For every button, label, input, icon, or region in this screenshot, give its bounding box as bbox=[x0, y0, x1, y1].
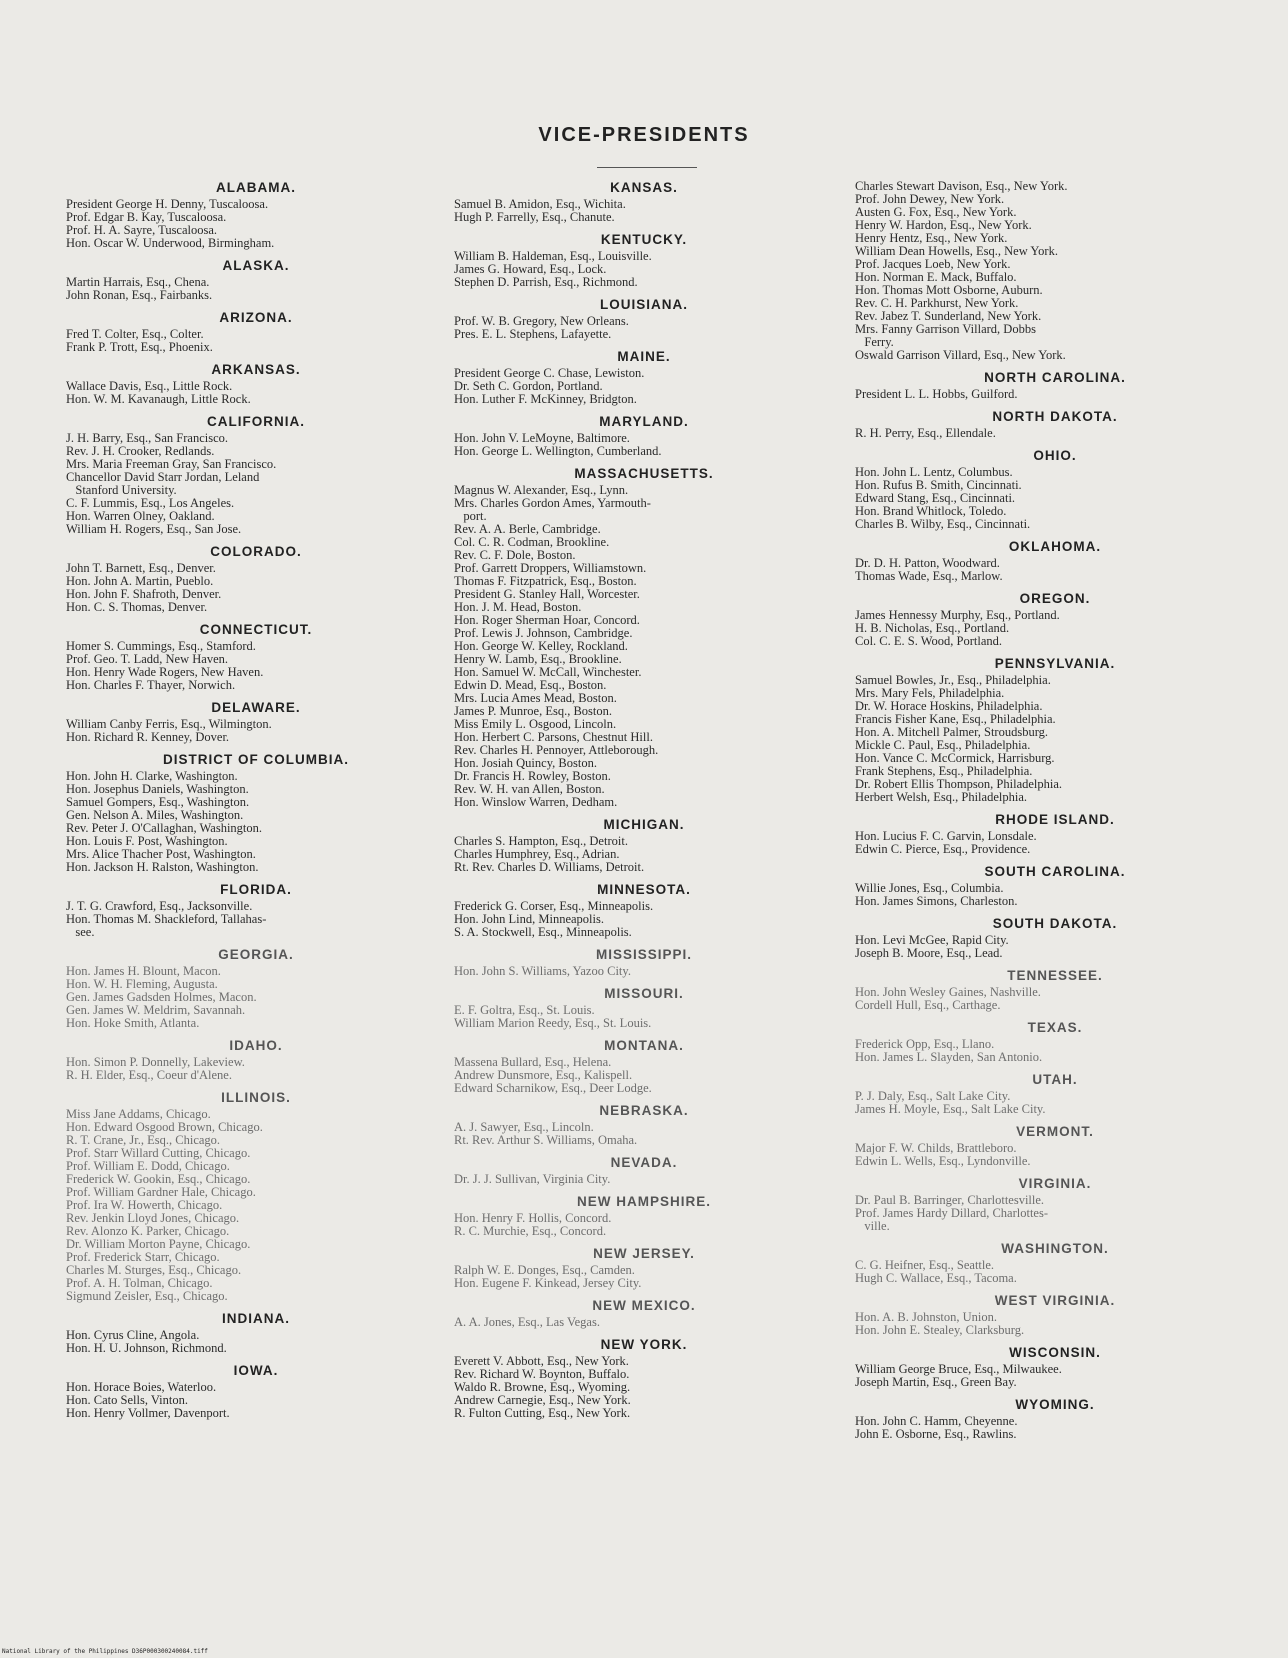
vice-president-entry: Hon. John S. Williams, Yazoo City. bbox=[454, 964, 631, 978]
vice-president-entry: John Ronan, Esq., Fairbanks. bbox=[66, 288, 213, 302]
vice-president-entry: Dr. Robert Ellis Thompson, Philadelphia. bbox=[855, 777, 1063, 791]
title-rule bbox=[597, 167, 697, 168]
vice-president-entry: R. C. Murchie, Esq., Concord. bbox=[454, 1224, 607, 1238]
vice-president-entry: Hon. Winslow Warren, Dedham. bbox=[454, 795, 618, 809]
vice-president-entry: A. J. Sawyer, Esq., Lincoln. bbox=[454, 1120, 594, 1134]
state-section bbox=[855, 409, 1255, 440]
vice-president-entry: Hon. Levi McGee, Rapid City. bbox=[855, 933, 1009, 947]
vice-president-entry: Prof. A. H. Tolman, Chicago. bbox=[66, 1276, 213, 1290]
vice-president-entry: Rev. C. F. Dole, Boston. bbox=[454, 548, 576, 562]
vice-president-entry: Mickle C. Paul, Esq., Philadelphia. bbox=[855, 738, 1031, 752]
state-section bbox=[454, 882, 834, 939]
state-heading: NORTH DAKOTA. bbox=[992, 409, 1118, 424]
vice-president-entry: Prof. James Hardy Dillard, Charlottes- bbox=[855, 1206, 1049, 1220]
vice-president-entry: Hon. George W. Kelley, Rockland. bbox=[454, 639, 628, 653]
vice-president-entry: Rev. Alonzo K. Parker, Chicago. bbox=[66, 1224, 230, 1238]
vice-president-entry: Dr. D. H. Patton, Woodward. bbox=[855, 556, 1000, 570]
state-heading: MARYLAND. bbox=[599, 414, 689, 429]
vice-president-entry: Mrs. Lucia Ames Mead, Boston. bbox=[454, 691, 617, 705]
vice-president-entry: Dr. W. Horace Hoskins, Philadelphia. bbox=[855, 699, 1043, 713]
vice-president-entry: Henry Hentz, Esq., New York. bbox=[855, 231, 1008, 245]
vice-president-entry: Hon. John Wesley Gaines, Nashville. bbox=[855, 985, 1041, 999]
state-heading: NEW HAMPSHIRE. bbox=[576, 1194, 711, 1209]
state-section bbox=[66, 180, 446, 250]
vice-president-entry: James H. Moyle, Esq., Salt Lake City. bbox=[855, 1102, 1046, 1116]
vice-president-entry: Mrs. Fanny Garrison Villard, Dobbs bbox=[855, 322, 1036, 336]
state-heading: OKLAHOMA. bbox=[1008, 539, 1102, 554]
vice-president-entry: President G. Stanley Hall, Worcester. bbox=[454, 587, 640, 601]
state-section bbox=[855, 591, 1255, 648]
state-section bbox=[66, 258, 446, 302]
vice-president-entry: Edwin D. Mead, Esq., Boston. bbox=[454, 678, 607, 692]
vice-president-entry: Dr. William Morton Payne, Chicago. bbox=[66, 1237, 251, 1251]
state-heading: KENTUCKY. bbox=[600, 232, 688, 247]
vice-president-entry: Hon. Henry Vollmer, Davenport. bbox=[66, 1406, 230, 1420]
vice-president-entry: Prof. William E. Dodd, Chicago. bbox=[66, 1159, 230, 1173]
vice-president-entry: James P. Munroe, Esq., Boston. bbox=[454, 704, 612, 718]
vice-president-entry: Edward Stang, Esq., Cincinnati. bbox=[855, 491, 1016, 505]
vice-president-entry: James Hennessy Murphy, Esq., Portland. bbox=[855, 608, 1060, 622]
state-heading: ALABAMA. bbox=[216, 180, 296, 195]
vice-president-entry: R. Fulton Cutting, Esq., New York. bbox=[454, 1406, 631, 1420]
vice-president-entry: Samuel B. Amidon, Esq., Wichita. bbox=[454, 197, 626, 211]
vice-president-entry: S. A. Stockwell, Esq., Minneapolis. bbox=[454, 925, 632, 939]
vice-president-entry: see. bbox=[66, 925, 95, 939]
vice-president-entry: Hon. W. H. Fleming, Augusta. bbox=[66, 977, 218, 991]
state-heading: SOUTH DAKOTA. bbox=[992, 916, 1118, 931]
vice-president-entry: Rev. A. A. Berle, Cambridge. bbox=[454, 522, 601, 536]
vice-president-entry: Prof. Lewis J. Johnson, Cambridge. bbox=[454, 626, 633, 640]
vice-president-entry: Hon. John C. Hamm, Cheyenne. bbox=[855, 1414, 1018, 1428]
state-section bbox=[66, 414, 446, 536]
vice-president-entry: Hon. Oscar W. Underwood, Birmingham. bbox=[66, 236, 275, 250]
vice-president-entry: Col. C. E. S. Wood, Portland. bbox=[855, 634, 1003, 648]
vice-president-entry: Stanford University. bbox=[66, 483, 177, 497]
state-heading: INDIANA. bbox=[222, 1311, 290, 1326]
vice-president-entry: Magnus W. Alexander, Esq., Lynn. bbox=[454, 483, 629, 497]
vice-president-entry: R. T. Crane, Jr., Esq., Chicago. bbox=[66, 1133, 221, 1147]
state-section bbox=[454, 817, 834, 874]
state-section bbox=[66, 362, 446, 406]
state-section bbox=[855, 1020, 1255, 1064]
state-heading: IDAHO. bbox=[229, 1038, 283, 1053]
vice-president-entry: Hon. Henry F. Hollis, Concord. bbox=[454, 1211, 612, 1225]
state-heading: UTAH. bbox=[1032, 1072, 1078, 1087]
vice-president-entry: Rev. Jabez T. Sunderland, New York. bbox=[855, 309, 1042, 323]
vice-president-entry: Hon. Samuel W. McCall, Winchester. bbox=[454, 665, 642, 679]
state-section bbox=[855, 1072, 1255, 1116]
state-section bbox=[855, 1176, 1255, 1233]
vice-president-entry: William Dean Howells, Esq., New York. bbox=[855, 244, 1058, 258]
vice-president-entry: Rt. Rev. Arthur S. Williams, Omaha. bbox=[454, 1133, 638, 1147]
vice-president-entry: William George Bruce, Esq., Milwaukee. bbox=[855, 1362, 1062, 1376]
vice-president-entry: Hon. A. Mitchell Palmer, Stroudsburg. bbox=[855, 725, 1049, 739]
vice-president-entry: Andrew Dunsmore, Esq., Kalispell. bbox=[454, 1068, 633, 1082]
vice-president-entry: Willie Jones, Esq., Columbia. bbox=[855, 881, 1004, 895]
vice-president-entry: Hon. George L. Wellington, Cumberland. bbox=[454, 444, 662, 458]
vice-president-entry: President George C. Chase, Lewiston. bbox=[454, 366, 645, 380]
vice-president-entry: Hon. Charles F. Thayer, Norwich. bbox=[66, 678, 236, 692]
state-section bbox=[855, 656, 1255, 804]
column-2 bbox=[454, 180, 834, 1428]
vice-president-entry: Samuel Bowles, Jr., Esq., Philadelphia. bbox=[855, 673, 1051, 687]
state-heading: MONTANA. bbox=[604, 1038, 684, 1053]
vice-president-entry: Edwin C. Pierce, Esq., Providence. bbox=[855, 842, 1031, 856]
state-heading: LOUISIANA. bbox=[599, 297, 688, 312]
vice-president-entry: Hon. John E. Stealey, Clarksburg. bbox=[855, 1323, 1025, 1337]
vice-president-entry: R. H. Perry, Esq., Ellendale. bbox=[855, 426, 996, 440]
vice-president-entry: Hon. J. M. Head, Boston. bbox=[454, 600, 582, 614]
state-heading: DELAWARE. bbox=[211, 700, 301, 715]
vice-president-entry: C. F. Lummis, Esq., Los Angeles. bbox=[66, 496, 235, 510]
vice-president-entry: Hon. C. S. Thomas, Denver. bbox=[66, 600, 208, 614]
vice-president-entry: Prof. Frederick Starr, Chicago. bbox=[66, 1250, 220, 1264]
vice-president-entry: Austen G. Fox, Esq., New York. bbox=[855, 205, 1017, 219]
vice-president-entry: Hon. John A. Martin, Pueblo. bbox=[66, 574, 214, 588]
vice-president-entry: Hugh C. Wallace, Esq., Tacoma. bbox=[855, 1271, 1017, 1285]
state-heading: COLORADO. bbox=[210, 544, 302, 559]
state-heading: PENNSYLVANIA. bbox=[994, 656, 1116, 671]
vice-president-entry: Dr. Seth C. Gordon, Portland. bbox=[454, 379, 603, 393]
vice-president-entry: Gen. Nelson A. Miles, Washington. bbox=[66, 808, 244, 822]
state-section bbox=[66, 310, 446, 354]
vice-president-entry: Hon. Cyrus Cline, Angola. bbox=[66, 1328, 200, 1342]
state-section bbox=[66, 1038, 446, 1082]
vice-president-entry: Rev. Richard W. Boynton, Buffalo. bbox=[454, 1367, 630, 1381]
vice-president-entry: Hon. John V. LeMoyne, Baltimore. bbox=[454, 431, 630, 445]
vice-president-entry: Major F. W. Childs, Brattleboro. bbox=[855, 1141, 1017, 1155]
vice-president-entry: Hon. Richard R. Kenney, Dover. bbox=[66, 730, 230, 744]
vice-president-entry: P. J. Daly, Esq., Salt Lake City. bbox=[855, 1089, 1011, 1103]
vice-president-entry: Everett V. Abbott, Esq., New York. bbox=[454, 1354, 629, 1368]
vice-president-entry: Prof. H. A. Sayre, Tuscaloosa. bbox=[66, 223, 218, 237]
state-heading: MASSACHUSETTS. bbox=[574, 466, 714, 481]
vice-president-entry: Fred T. Colter, Esq., Colter. bbox=[66, 327, 204, 341]
vice-president-entry: Sigmund Zeisler, Esq., Chicago. bbox=[66, 1289, 228, 1303]
vice-president-entry: Francis Fisher Kane, Esq., Philadelphia. bbox=[855, 712, 1056, 726]
vice-president-entry: Hon. Josiah Quincy, Boston. bbox=[454, 756, 597, 770]
state-heading: GEORGIA. bbox=[218, 947, 294, 962]
vice-president-entry: ville. bbox=[855, 1219, 890, 1233]
state-section bbox=[454, 466, 834, 809]
state-section bbox=[66, 882, 446, 939]
vice-president-entry: Edward Scharnikow, Esq., Deer Lodge. bbox=[454, 1081, 652, 1095]
state-heading: RHODE ISLAND. bbox=[995, 812, 1115, 827]
state-section bbox=[454, 232, 834, 289]
vice-president-entry: Rev. Peter J. O'Callaghan, Washington. bbox=[66, 821, 263, 835]
state-heading: NEW JERSEY. bbox=[593, 1246, 695, 1261]
vice-president-entry: Hon. Lucius F. C. Garvin, Lonsdale. bbox=[855, 829, 1037, 843]
vice-president-entry: Prof. William Gardner Hale, Chicago. bbox=[66, 1185, 256, 1199]
vice-president-entry: Rev. Jenkin Lloyd Jones, Chicago. bbox=[66, 1211, 240, 1225]
vice-president-entry: Ralph W. E. Donges, Esq., Camden. bbox=[454, 1263, 635, 1277]
vice-president-entry: H. B. Nicholas, Esq., Portland. bbox=[855, 621, 1010, 635]
vice-president-entry: Hugh P. Farrelly, Esq., Chanute. bbox=[454, 210, 615, 224]
vice-president-entry: Oswald Garrison Villard, Esq., New York. bbox=[855, 348, 1066, 362]
state-heading: VIRGINIA. bbox=[1018, 1176, 1092, 1191]
scan-footer: National Library of the Philippines D36P000300240084.tiff bbox=[2, 1648, 208, 1655]
vice-president-entry: Mrs. Charles Gordon Ames, Yarmouth- bbox=[454, 496, 651, 510]
state-section bbox=[66, 622, 446, 692]
state-heading: SOUTH CAROLINA. bbox=[984, 864, 1126, 879]
vice-president-entry: Charles M. Sturges, Esq., Chicago. bbox=[66, 1263, 242, 1277]
state-heading: OREGON. bbox=[1019, 591, 1091, 606]
vice-president-entry: James G. Howard, Esq., Lock. bbox=[454, 262, 607, 276]
state-section bbox=[66, 752, 446, 874]
state-section bbox=[66, 544, 446, 614]
vice-president-entry: Henry W. Hardon, Esq., New York. bbox=[855, 218, 1032, 232]
state-section bbox=[66, 947, 446, 1030]
column-1 bbox=[66, 180, 446, 1428]
vice-president-entry: Miss Jane Addams, Chicago. bbox=[66, 1107, 211, 1121]
state-section bbox=[855, 916, 1255, 960]
vice-president-entry: C. G. Heifner, Esq., Seattle. bbox=[855, 1258, 995, 1272]
state-section bbox=[855, 864, 1255, 908]
state-heading: FLORIDA. bbox=[220, 882, 292, 897]
vice-president-entry: Joseph Martin, Esq., Green Bay. bbox=[855, 1375, 1017, 1389]
vice-president-entry: Hon. John H. Clarke, Washington. bbox=[66, 769, 238, 783]
vice-president-entry: Martin Harrais, Esq., Chena. bbox=[66, 275, 210, 289]
vice-president-entry: Hon. Louis F. Post, Washington. bbox=[66, 834, 228, 848]
vice-president-entry: Hon. James Simons, Charleston. bbox=[855, 894, 1018, 908]
state-section bbox=[454, 1155, 834, 1186]
vice-president-entry: Prof. Starr Willard Cutting, Chicago. bbox=[66, 1146, 251, 1160]
state-heading: ALASKA. bbox=[222, 258, 290, 273]
vice-president-entry: Hon. James H. Blount, Macon. bbox=[66, 964, 221, 978]
vice-president-entry: Herbert Welsh, Esq., Philadelphia. bbox=[855, 790, 1027, 804]
vice-president-entry: Hon. Roger Sherman Hoar, Concord. bbox=[454, 613, 640, 627]
state-heading: MAINE. bbox=[617, 349, 671, 364]
vice-president-entry: Hon. Warren Olney, Oakland. bbox=[66, 509, 215, 523]
state-heading: TEXAS. bbox=[1027, 1020, 1083, 1035]
vice-president-entry: Charles Humphrey, Esq., Adrian. bbox=[454, 847, 620, 861]
vice-president-entry: Frank P. Trott, Esq., Phoenix. bbox=[66, 340, 213, 354]
state-heading: ARKANSAS. bbox=[211, 362, 301, 377]
vice-president-entry: Samuel Gompers, Esq., Washington. bbox=[66, 795, 250, 809]
state-section bbox=[855, 812, 1255, 856]
vice-president-entry: Frederick W. Gookin, Esq., Chicago. bbox=[66, 1172, 251, 1186]
vice-president-entry: Rev. J. H. Crooker, Redlands. bbox=[66, 444, 215, 458]
vice-president-entry: Hon. Horace Boies, Waterloo. bbox=[66, 1380, 217, 1394]
vice-president-entry: Hon. Henry Wade Rogers, New Haven. bbox=[66, 665, 264, 679]
state-section bbox=[454, 1194, 834, 1238]
vice-president-entry: Prof. W. B. Gregory, New Orleans. bbox=[454, 314, 629, 328]
vice-president-entry: President George H. Denny, Tuscaloosa. bbox=[66, 197, 269, 211]
vice-president-entry: Hon. Vance C. McCormick, Harrisburg. bbox=[855, 751, 1055, 765]
vice-president-entry: Hon. Simon P. Donnelly, Lakeview. bbox=[66, 1055, 245, 1069]
state-heading: NEW YORK. bbox=[600, 1337, 688, 1352]
state-section bbox=[454, 986, 834, 1030]
vice-president-entry: Mrs. Mary Fels, Philadelphia. bbox=[855, 686, 1005, 700]
state-section bbox=[66, 1363, 446, 1420]
state-heading: MISSISSIPPI. bbox=[595, 947, 693, 962]
state-section bbox=[855, 1124, 1255, 1168]
state-section bbox=[855, 180, 1255, 362]
vice-president-entry: E. F. Goltra, Esq., St. Louis. bbox=[454, 1003, 595, 1017]
vice-president-entry: Charles S. Hampton, Esq., Detroit. bbox=[454, 834, 628, 848]
vice-president-entry: Hon. Eugene F. Kinkead, Jersey City. bbox=[454, 1276, 642, 1290]
vice-president-entry: Prof. Ira W. Howerth, Chicago. bbox=[66, 1198, 223, 1212]
vice-president-entry: Wallace Davis, Esq., Little Rock. bbox=[66, 379, 233, 393]
state-section bbox=[454, 1103, 834, 1147]
vice-president-entry: Chancellor David Starr Jordan, Leland bbox=[66, 470, 260, 484]
state-heading: NEBRASKA. bbox=[599, 1103, 689, 1118]
vice-president-entry: Thomas F. Fitzpatrick, Esq., Boston. bbox=[454, 574, 637, 588]
vice-president-entry: Cordell Hull, Esq., Carthage. bbox=[855, 998, 1001, 1012]
vice-president-entry: Hon. Thomas Mott Osborne, Auburn. bbox=[855, 283, 1043, 297]
vice-president-entry: Hon. Thomas M. Shackleford, Tallahas- bbox=[66, 912, 267, 926]
vice-president-entry: Hon. W. M. Kavanaugh, Little Rock. bbox=[66, 392, 251, 406]
vice-president-entry: Mrs. Maria Freeman Gray, San Francisco. bbox=[66, 457, 277, 471]
vice-president-entry: Mrs. Alice Thacher Post, Washington. bbox=[66, 847, 256, 861]
vice-president-entry: Joseph B. Moore, Esq., Lead. bbox=[855, 946, 1003, 960]
state-section bbox=[454, 1337, 834, 1420]
vice-president-entry: Edwin L. Wells, Esq., Lyndonville. bbox=[855, 1154, 1031, 1168]
vice-president-entry: Gen. James Gadsden Holmes, Macon. bbox=[66, 990, 257, 1004]
vice-president-entry: John T. Barnett, Esq., Denver. bbox=[66, 561, 216, 575]
vice-president-entry: Dr. Paul B. Barringer, Charlottesville. bbox=[855, 1193, 1045, 1207]
vice-president-entry: William Canby Ferris, Esq., Wilmington. bbox=[66, 717, 272, 731]
state-heading: CONNECTICUT. bbox=[199, 622, 313, 637]
state-section bbox=[454, 1038, 834, 1095]
state-heading: WISCONSIN. bbox=[1009, 1345, 1101, 1360]
state-section bbox=[454, 947, 834, 978]
vice-president-entry: John E. Osborne, Esq., Rawlins. bbox=[855, 1427, 1017, 1441]
vice-president-entry: William B. Haldeman, Esq., Louisville. bbox=[454, 249, 652, 263]
state-heading: DISTRICT OF COLUMBIA. bbox=[163, 752, 349, 767]
vice-president-entry: Charles B. Wilby, Esq., Cincinnati. bbox=[855, 517, 1031, 531]
vice-president-entry: Hon. Luther F. McKinney, Bridgton. bbox=[454, 392, 637, 406]
vice-president-entry: R. H. Elder, Esq., Coeur d'Alene. bbox=[66, 1068, 232, 1082]
state-heading: MINNESOTA. bbox=[597, 882, 691, 897]
state-section bbox=[454, 297, 834, 341]
vice-president-entry: Hon. John F. Shafroth, Denver. bbox=[66, 587, 222, 601]
state-heading: IOWA. bbox=[233, 1363, 279, 1378]
vice-president-entry: Frederick Opp, Esq., Llano. bbox=[855, 1037, 995, 1051]
vice-president-entry: Andrew Carnegie, Esq., New York. bbox=[454, 1393, 631, 1407]
state-section bbox=[454, 349, 834, 406]
vice-president-entry: Rt. Rev. Charles D. Williams, Detroit. bbox=[454, 860, 645, 874]
vice-president-entry: Hon. Edward Osgood Brown, Chicago. bbox=[66, 1120, 263, 1134]
vice-president-entry: Rev. Charles H. Pennoyer, Attleborough. bbox=[454, 743, 659, 757]
state-heading: OHIO. bbox=[1033, 448, 1077, 463]
vice-president-entry: Hon. Cato Sells, Vinton. bbox=[66, 1393, 188, 1407]
state-heading: MISSOURI. bbox=[604, 986, 684, 1001]
vice-president-entry: Hon. John Lind, Minneapolis. bbox=[454, 912, 604, 926]
vice-president-entry: Col. C. R. Codman, Brookline. bbox=[454, 535, 610, 549]
vice-president-entry: Frederick G. Corser, Esq., Minneapolis. bbox=[454, 899, 654, 913]
vice-president-entry: Hon. Norman E. Mack, Buffalo. bbox=[855, 270, 1017, 284]
state-section bbox=[66, 1090, 446, 1303]
vice-president-entry: Miss Emily L. Osgood, Lincoln. bbox=[454, 717, 617, 731]
vice-president-entry: Stephen D. Parrish, Esq., Richmond. bbox=[454, 275, 638, 289]
state-section bbox=[855, 1397, 1255, 1441]
vice-president-entry: Hon. James L. Slayden, San Antonio. bbox=[855, 1050, 1043, 1064]
column-3 bbox=[855, 180, 1255, 1449]
state-heading: VERMONT. bbox=[1016, 1124, 1094, 1139]
vice-president-entry: Frank Stephens, Esq., Philadelphia. bbox=[855, 764, 1033, 778]
vice-president-entry: Hon. Herbert C. Parsons, Chestnut Hill. bbox=[454, 730, 653, 744]
vice-president-entry: Hon. Brand Whitlock, Toledo. bbox=[855, 504, 1007, 518]
vice-president-entry: Charles Stewart Davison, Esq., New York. bbox=[855, 179, 1068, 193]
state-heading: TENNESSEE. bbox=[1007, 968, 1103, 983]
vice-president-entry: Prof. Edgar B. Kay, Tuscaloosa. bbox=[66, 210, 227, 224]
vice-president-entry: port. bbox=[454, 509, 487, 523]
vice-president-entry: Ferry. bbox=[855, 335, 894, 349]
state-heading: KANSAS. bbox=[610, 180, 678, 195]
vice-president-entry: Prof. Garrett Droppers, Williamstown. bbox=[454, 561, 647, 575]
vice-president-entry: Massena Bullard, Esq., Helena. bbox=[454, 1055, 612, 1069]
vice-president-entry: Hon. Hoke Smith, Atlanta. bbox=[66, 1016, 200, 1030]
vice-president-entry: President L. L. Hobbs, Guilford. bbox=[855, 387, 1018, 401]
state-section bbox=[66, 700, 446, 744]
vice-president-entry: Henry W. Lamb, Esq., Brookline. bbox=[454, 652, 622, 666]
state-heading: NEW MEXICO. bbox=[592, 1298, 696, 1313]
state-section bbox=[855, 448, 1255, 531]
state-section bbox=[454, 180, 834, 224]
state-section bbox=[855, 370, 1255, 401]
vice-president-entry: Hon. Jackson H. Ralston, Washington. bbox=[66, 860, 259, 874]
state-section bbox=[855, 539, 1255, 583]
state-section bbox=[855, 1293, 1255, 1337]
vice-president-entry: Prof. John Dewey, New York. bbox=[855, 192, 1005, 206]
vice-president-entry: J. T. G. Crawford, Esq., Jacksonville. bbox=[66, 899, 253, 913]
vice-president-entry: William H. Rogers, Esq., San Jose. bbox=[66, 522, 242, 536]
state-heading: WEST VIRGINIA. bbox=[994, 1293, 1116, 1308]
vice-president-entry: Waldo R. Browne, Esq., Wyoming. bbox=[454, 1380, 631, 1394]
state-heading: CALIFORNIA. bbox=[207, 414, 305, 429]
vice-president-entry: Homer S. Cummings, Esq., Stamford. bbox=[66, 639, 256, 653]
state-heading: NORTH CAROLINA. bbox=[984, 370, 1126, 385]
vice-president-entry: Rev. C. H. Parkhurst, New York. bbox=[855, 296, 1019, 310]
state-heading: ARIZONA. bbox=[219, 310, 293, 325]
state-heading: NEVADA. bbox=[610, 1155, 678, 1170]
vice-president-entry: Hon. H. U. Johnson, Richmond. bbox=[66, 1341, 227, 1355]
state-section bbox=[454, 1298, 834, 1329]
vice-president-entry: Prof. Geo. T. Ladd, New Haven. bbox=[66, 652, 228, 666]
vice-president-entry: Hon. A. B. Johnston, Union. bbox=[855, 1310, 998, 1324]
vice-president-entry: Dr. J. J. Sullivan, Virginia City. bbox=[454, 1172, 611, 1186]
state-section bbox=[855, 1345, 1255, 1389]
vice-president-entry: Prof. Jacques Loeb, New York. bbox=[855, 257, 1011, 271]
state-heading: WYOMING. bbox=[1015, 1397, 1095, 1412]
vice-president-entry: Dr. Francis H. Rowley, Boston. bbox=[454, 769, 611, 783]
vice-president-entry: Hon. Rufus B. Smith, Cincinnati. bbox=[855, 478, 1022, 492]
state-heading: ILLINOIS. bbox=[221, 1090, 291, 1105]
vice-president-entry: William Marion Reedy, Esq., St. Louis. bbox=[454, 1016, 652, 1030]
vice-president-entry: J. H. Barry, Esq., San Francisco. bbox=[66, 431, 229, 445]
vice-president-entry: Hon. John L. Lentz, Columbus. bbox=[855, 465, 1013, 479]
vice-president-entry: Rev. W. H. van Allen, Boston. bbox=[454, 782, 605, 796]
vice-president-entry: Hon. Josephus Daniels, Washington. bbox=[66, 782, 249, 796]
state-section bbox=[855, 1241, 1255, 1285]
state-section bbox=[454, 414, 834, 458]
vice-president-entry: Pres. E. L. Stephens, Lafayette. bbox=[454, 327, 612, 341]
vice-president-entry: A. A. Jones, Esq., Las Vegas. bbox=[454, 1315, 600, 1329]
state-section bbox=[855, 968, 1255, 1012]
state-section bbox=[454, 1246, 834, 1290]
vice-president-entry: Thomas Wade, Esq., Marlow. bbox=[855, 569, 1003, 583]
state-heading: WASHINGTON. bbox=[1001, 1241, 1109, 1256]
vice-president-entry: Gen. James W. Meldrim, Savannah. bbox=[66, 1003, 246, 1017]
state-section bbox=[66, 1311, 446, 1355]
state-heading: MICHIGAN. bbox=[603, 817, 685, 832]
page-title: VICE-PRESIDENTS bbox=[538, 124, 750, 146]
